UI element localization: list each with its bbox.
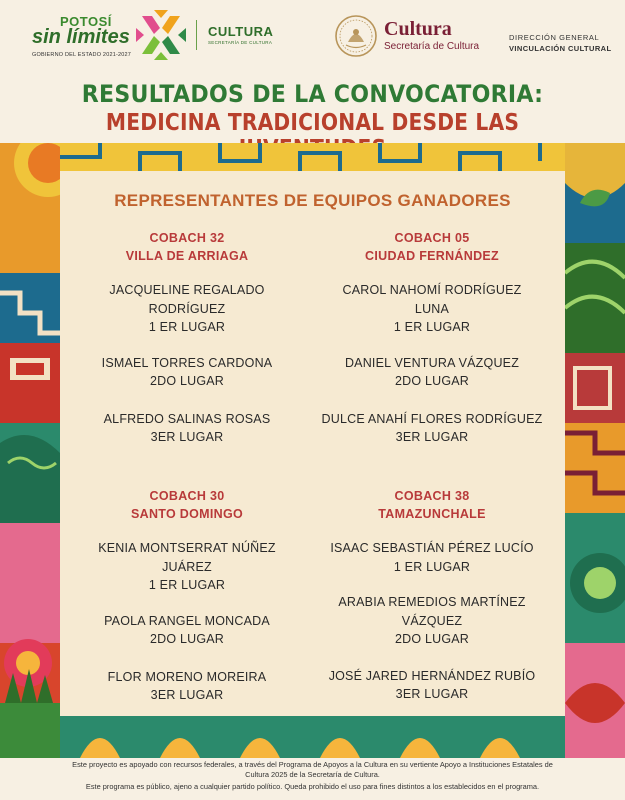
footer-line-3: Este programa es público, ajeno a cualquier partido político. Queda prohibido el uso para fines distintos a los establecidos en el programa. — [85, 782, 540, 791]
winner-rank: 1 ER LUGAR — [148, 578, 226, 592]
header-divider — [196, 20, 197, 50]
header — [0, 0, 625, 72]
winner-name-cont: LUNA — [414, 301, 450, 316]
title-results: RESULTADOS DE LA CONVOCATORIA: — [81, 80, 544, 108]
school-location: CIUDAD FERNÁNDEZ — [365, 249, 499, 263]
winner-name: ISMAEL TORRES CARDONA — [101, 355, 273, 370]
winner-name-cont: JUÁREZ — [162, 559, 212, 574]
federal-culture-title: Cultura — [384, 18, 452, 40]
team-group-cobach-05 — [312, 229, 552, 447]
panel-heading: REPRESENTANTES DE EQUIPOS GANADORES — [114, 191, 511, 210]
title-convocatoria: MEDICINA TRADICIONAL DESDE LAS — [105, 110, 520, 136]
winner-rank: 3ER LUGAR — [395, 430, 469, 444]
team-group-cobach-38 — [312, 487, 552, 704]
potosi-logo-government: GOBIERNO DEL ESTADO 2021-2027 — [32, 52, 132, 58]
winner-name: ISAAC SEBASTIÁN PÉREZ LUCÍO — [330, 541, 534, 555]
winner-rank: 1 ER LUGAR — [148, 320, 226, 334]
winner-rank: 1 ER LUGAR — [393, 559, 471, 574]
school-name: COBACH 32 — [149, 231, 225, 245]
winner-name: DULCE ANAHÍ FLORES RODRÍGUEZ — [321, 411, 543, 426]
school-location: TAMAZUNCHALE — [378, 507, 486, 521]
team-group-cobach-32 — [67, 229, 307, 447]
results-panel — [60, 171, 565, 716]
potosi-logo-top: POTOSÍ — [60, 14, 112, 29]
winner-rank: 3ER LUGAR — [150, 688, 224, 702]
federal-culture-subtitle: Secretaría de Cultura — [384, 41, 480, 52]
school-name: COBACH 30 — [149, 489, 225, 503]
footer-line-1: Este proyecto es apoyado con recursos federales, a través del Programa de Apoyos a la Cultura en su vertiente Apoyo a Instituciones Estatales de — [72, 760, 553, 769]
direccion-line-1: DIRECCIÓN GENERAL — [509, 33, 600, 42]
footer-line-2: Cultura 2025 de la Secretaría de Cultura. — [245, 770, 380, 779]
winner-name: DANIEL VENTURA VÁZQUEZ — [344, 355, 520, 370]
potosi-logo — [32, 14, 132, 62]
winner-name: CAROL NAHOMÍ RODRÍGUEZ — [342, 283, 522, 297]
state-culture-subtitle: SECRETARÍA DE CULTURA — [208, 40, 273, 45]
school-location: SANTO DOMINGO — [130, 507, 243, 521]
winner-rank: 1 ER LUGAR — [393, 320, 471, 334]
school-location: VILLA DE ARRIAGA — [125, 249, 249, 263]
winner-name: ARABIA REMEDIOS MARTÍNEZ — [338, 595, 526, 609]
winner-name: PAOLA RANGEL MONCADA — [104, 613, 270, 628]
school-name: COBACH 05 — [394, 231, 470, 245]
winner-name: JOSÉ JARED HERNÁNDEZ RUBÍO — [328, 668, 536, 683]
team-group-cobach-30 — [67, 487, 307, 705]
direccion-line-2: VINCULACIÓN CULTURAL — [509, 44, 612, 53]
state-culture-logo — [208, 24, 273, 45]
winner-rank: 2DO LUGAR — [149, 374, 225, 388]
state-culture-title: CULTURA — [208, 24, 274, 39]
winner-name: ALFREDO SALINAS ROSAS — [103, 411, 271, 426]
winner-rank: 3ER LUGAR — [395, 687, 469, 701]
national-seal-icon — [334, 14, 378, 58]
winner-name: JACQUELINE REGALADO — [109, 283, 265, 297]
winner-name: KENIA MONTSERRAT NÚÑEZ — [98, 541, 276, 555]
winner-name-cont: RODRÍGUEZ — [148, 301, 226, 316]
footer-legal — [0, 758, 625, 800]
winner-name-cont: VÁZQUEZ — [401, 613, 463, 628]
direccion-general-label — [509, 33, 611, 53]
winner-name: FLOR MORENO MOREIRA — [107, 669, 267, 684]
federal-culture-logo — [384, 19, 479, 52]
x-brand-icon — [136, 10, 186, 60]
winner-rank: 2DO LUGAR — [149, 632, 225, 646]
winner-rank: 3ER LUGAR — [150, 430, 224, 444]
school-name: COBACH 38 — [394, 489, 470, 503]
winner-rank: 2DO LUGAR — [394, 374, 470, 388]
potosi-logo-slogan: sin límites — [32, 26, 130, 48]
winner-rank: 2DO LUGAR — [394, 632, 470, 646]
